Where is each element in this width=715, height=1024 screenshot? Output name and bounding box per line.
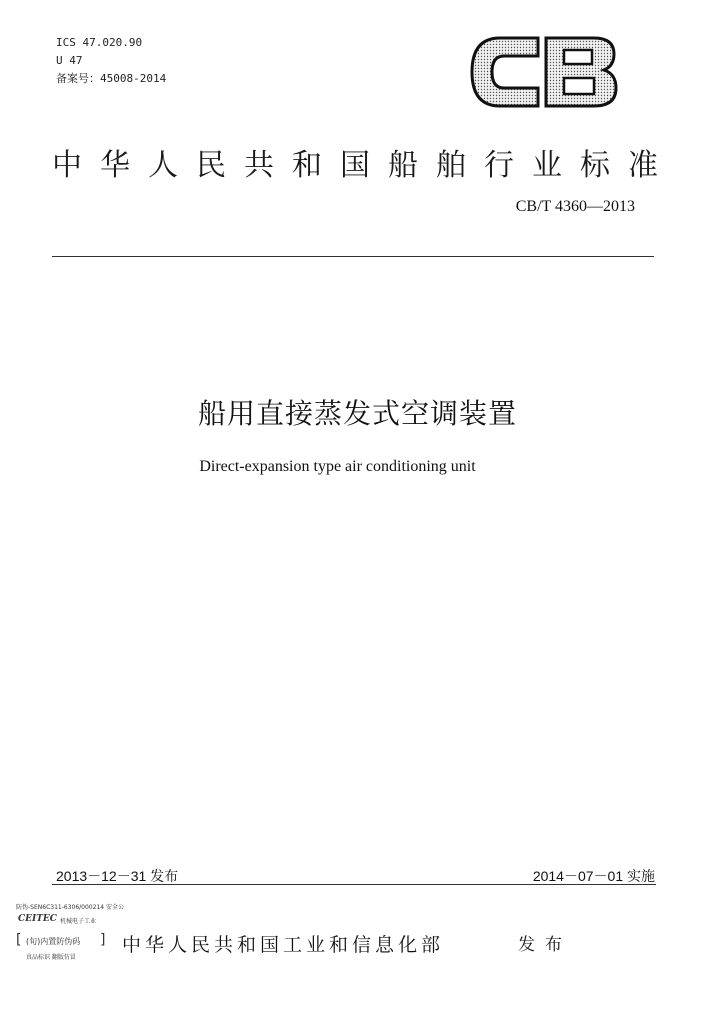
stamp-issuer: 机械电子工业: [60, 918, 97, 925]
document-title-english: Direct-expansion type air conditioning unit: [199, 458, 476, 475]
document-title-chinese: 船用直接蒸发式空调装置: [197, 397, 517, 430]
header-divider: [52, 256, 654, 257]
publisher-name: 中华人民共和国工业和信息化部: [122, 934, 445, 956]
stamp-bracket-left: [: [16, 932, 22, 948]
stamp-brand: CEITEC: [18, 914, 57, 924]
classification-code: U 47: [56, 54, 83, 67]
stamp-serial: 防伪-SEN6C311-6306/000214 安全公: [16, 904, 124, 911]
footer-divider: [52, 884, 656, 885]
cb-logo: [468, 34, 620, 110]
stamp-code-label: (旬)内置防伪码: [26, 937, 81, 946]
implementation-date: 2014－07－01 实施: [532, 868, 655, 884]
issue-date: 2013－12－31 发布: [56, 868, 179, 884]
stamp-authenticity: 真品标识 翻版仿冒: [26, 954, 76, 961]
stamp-bracket-right: ]: [100, 932, 106, 948]
standard-code: CB/T 4360—2013: [515, 198, 635, 215]
standard-title: 中华人民共和国船舶行业标准: [52, 148, 676, 183]
ics-code: ICS 47.020.90: [56, 36, 143, 49]
anti-counterfeit-stamp: [16, 902, 124, 962]
publish-label: 发布: [518, 935, 572, 955]
record-number: 备案号：45008-2014: [56, 72, 167, 85]
